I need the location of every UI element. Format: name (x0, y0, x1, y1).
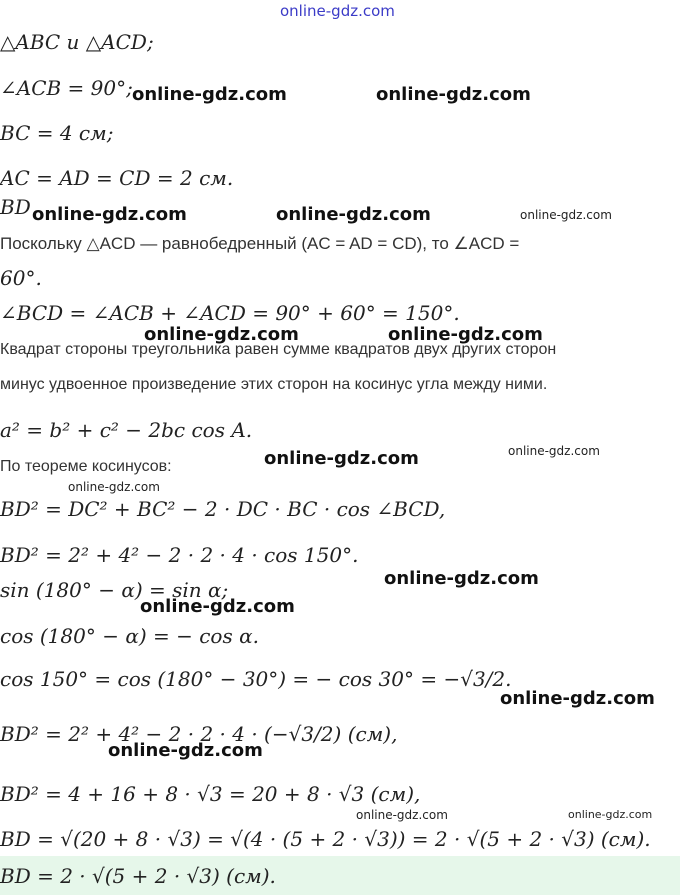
given-angle-acb: ∠ACB = 90°; (0, 76, 133, 100)
watermark: online-gdz.com (568, 808, 653, 821)
given-bc: BC = 4 см; (0, 121, 114, 145)
watermark-top: online-gdz.com (280, 2, 395, 20)
bd-root: BD = √(20 + 8 · √3) = √(4 · (5 + 2 · √3)) = 2 · √(5 + 2 · √3) (см). (0, 827, 651, 851)
cosine-rule-text-2: минус удвоенное произведение этих сторон на косинус угла между ними. (0, 376, 548, 393)
watermark: online-gdz.com (32, 204, 187, 225)
given-triangles: △ABC и △ACD; (0, 30, 154, 54)
cosine-formula: a² = b² + c² − 2bc cos A. (0, 418, 253, 442)
bd-squared-simplified: BD² = 4 + 16 + 8 · √3 = 20 + 8 · √3 (см), (0, 782, 421, 806)
watermark: online-gdz.com (68, 480, 160, 494)
sin-identity: sin (180° − α) = sin α; (0, 578, 229, 602)
cos-150: cos 150° = cos (180° − 30°) = − cos 30° = −√3/2. (0, 667, 512, 691)
watermark: online-gdz.com (384, 568, 539, 589)
watermark: online-gdz.com (140, 596, 295, 617)
bd-squared-numbers: BD² = 2² + 4² − 2 · 2 · 4 · cos 150°. (0, 543, 359, 567)
watermark: online-gdz.com (376, 84, 531, 105)
watermark: online-gdz.com (508, 444, 600, 458)
watermark: online-gdz.com (356, 808, 448, 822)
watermark: online-gdz.com (520, 208, 612, 222)
watermark: online-gdz.com (276, 204, 431, 225)
watermark: online-gdz.com (132, 84, 287, 105)
watermark: online-gdz.com (108, 740, 263, 761)
watermark: online-gdz.com (500, 688, 655, 709)
cosine-theorem-label: По теореме косинусов: (0, 458, 172, 475)
cos-identity: cos (180° − α) = − cos α. (0, 624, 259, 648)
watermark: online-gdz.com (144, 324, 299, 345)
given-equal-sides: AC = AD = CD = 2 см. (0, 166, 234, 190)
angle-60: 60°. (0, 266, 42, 290)
watermark: online-gdz.com (264, 448, 419, 469)
watermark: online-gdz.com (388, 324, 543, 345)
bd-squared-general: BD² = DC² + BC² − 2 · DC · BC · cos ∠BCD, (0, 497, 446, 521)
answer: BD = 2 · √(5 + 2 · √3) (см). (0, 864, 276, 888)
angle-bcd: ∠BCD = ∠ACB + ∠ACD = 90° + 60° = 150°. (0, 301, 460, 325)
find-bd: BD (0, 195, 31, 219)
bd-squared-substituted: BD² = 2² + 4² − 2 · 2 · 4 · (−√3/2) (см), (0, 722, 398, 746)
isosceles-statement: Поскольку △ACD — равнобедренный (AC = AD = CD), то ∠ACD = (0, 234, 520, 253)
cosine-rule-text-1: Квадрат стороны треугольника равен сумме квадратов двух других сторон (0, 341, 557, 358)
